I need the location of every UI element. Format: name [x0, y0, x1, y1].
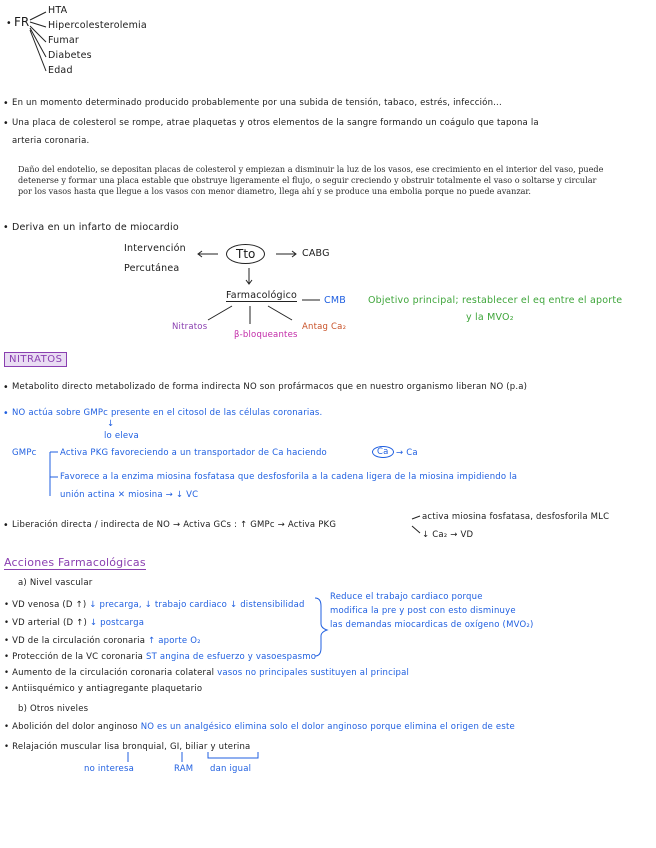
farmacologico-label: Farmacológico — [226, 290, 298, 301]
fr-bullet: • — [6, 18, 12, 29]
accion-b-item: • Abolición del dolor anginoso NO es un analgésico elimina solo el dolor anginoso porque elimina el origen de este — [4, 722, 515, 732]
nitratos-arrow-down: ↓ — [107, 419, 115, 429]
liberacion-result-2: ↓ Ca₂ → VD — [422, 530, 474, 540]
under-note-no-interesa: no interesa — [84, 764, 134, 774]
beta-branch: β-bloqueantes — [234, 330, 298, 340]
fr-item-fumar: Fumar — [48, 35, 79, 46]
nitratos-title: NITRATOS — [4, 352, 67, 367]
percutanea-label: Percutánea — [124, 263, 180, 274]
accion-b-item: • Relajación muscular lisa bronquial, GI, biliar y uterina — [4, 742, 251, 752]
brace-note-1: Reduce el trabajo cardiaco porque — [330, 592, 483, 602]
under-note-dan-igual: dan igual — [210, 764, 252, 774]
fr-item-edad: Edad — [48, 65, 73, 76]
bullet-placa-cont: arteria coronaria. — [12, 136, 90, 146]
bullet-dot: • — [3, 520, 9, 531]
cabg-label: CABG — [302, 248, 330, 259]
intervencion-label: Intervención — [124, 243, 186, 254]
nitratos-branch: Nitratos — [172, 322, 208, 332]
brace-note-3: las demandas miocardicas de oxígeno (MVO₂) — [330, 620, 534, 630]
bullet-dot: • — [3, 222, 9, 233]
acciones-a-title: a) Nivel vascular — [18, 578, 93, 588]
bullet-dot: • — [3, 98, 9, 109]
fr-label: FR — [14, 15, 30, 29]
gmpc-line-1: Activa PKG favoreciendo a un transportador de Ca haciendo — [60, 448, 327, 458]
gmpc-label: GMPc — [12, 448, 37, 458]
nitratos-line-2: NO actúa sobre GMPc presente en el citosol de las células coronarias. — [12, 408, 323, 418]
accion-item: • Aumento de la circulación coronaria colateral vasos no principales sustituyen al principal — [4, 668, 410, 678]
objetivo-label-2: y la MVO₂ — [466, 312, 514, 323]
accion-item: • VD venosa (D ↑) ↓ precarga, ↓ trabajo cardiaco ↓ distensibilidad — [4, 600, 305, 610]
accion-item: • Protección de la VC coronaria ST angina de esfuerzo y vasoespasmo — [4, 652, 317, 662]
liberacion-result-1: activa miosina fosfatasa, desfosforila MLC — [422, 512, 610, 522]
acciones-b-title: b) Otros niveles — [18, 704, 89, 714]
gmpc-ca-arrow: → Ca — [396, 448, 418, 458]
ctb-label: CMB — [324, 295, 346, 306]
acciones-title: Acciones Farmacológicas — [4, 556, 146, 569]
gmpc-ca-circle: Ca — [372, 446, 394, 458]
typed-paragraph: Daño del endotelio, se depositan placas de colesterol y empiezan a disminuir la luz de los vasos, ese crecimiento en el interior del vaso, puede detenerse y formar una placa estable que obstruye ligeramente el flujo, o seguir creciendo y obstruir totalmente el vaso o soltarse y circular por los vasos hasta que llegue a los vasos con menor diametro, llega ahí y se produce una embolia porque no puede avanzar. — [18, 164, 604, 196]
antag-branch: Antag Ca₂ — [302, 322, 347, 332]
bullet-dot: • — [3, 118, 9, 129]
gmpc-line-3: unión actina ✕ miosina → ↓ VC — [60, 490, 199, 500]
bullet-dot: • — [3, 382, 9, 393]
accion-item: • VD de la circulación coronaria ↑ aporte O₂ — [4, 636, 201, 646]
fr-item-hipercolesterolemia: Hipercolesterolemia — [48, 20, 147, 31]
nitratos-line-1: Metabolito directo metabolizado de forma indirecta NO son profármacos que en nuestro organismo liberan NO (p.a) — [12, 382, 528, 392]
fr-item-diabetes: Diabetes — [48, 50, 92, 61]
tto-circle: Tto — [226, 244, 265, 264]
accion-item: • Antiisquémico y antiagregante plaquetario — [4, 684, 203, 694]
bullet-momento: En un momento determinado producido probablemente por una subida de tensión, tabaco, estrés, infección... — [12, 98, 502, 108]
objetivo-label: Objetivo principal; restablecer el eq entre el aporte — [368, 295, 623, 306]
gmpc-line-2: Favorece a la enzima miosina fosfatasa que desfosforila a la cadena ligera de la miosina impidiendo la — [60, 472, 518, 482]
infarto-bullet: Deriva en un infarto de miocardio — [12, 222, 179, 233]
fr-item-hta: HTA — [48, 5, 68, 16]
nitratos-lo-eleva: lo eleva — [104, 431, 139, 441]
bullet-dot: • — [3, 408, 9, 419]
liberacion-line: Liberación directa / indirecta de NO → Activa GCs : ↑ GMPc → Activa PKG — [12, 520, 337, 530]
brace-note-2: modifica la pre y post con esto disminuye — [330, 606, 516, 616]
accion-item: • VD arterial (D ↑) ↓ postcarga — [4, 618, 145, 628]
bullet-placa: Una placa de colesterol se rompe, atrae plaquetas y otros elementos de la sangre formando un coágulo que tapona la — [12, 118, 539, 128]
under-note-ram: RAM — [174, 764, 194, 774]
